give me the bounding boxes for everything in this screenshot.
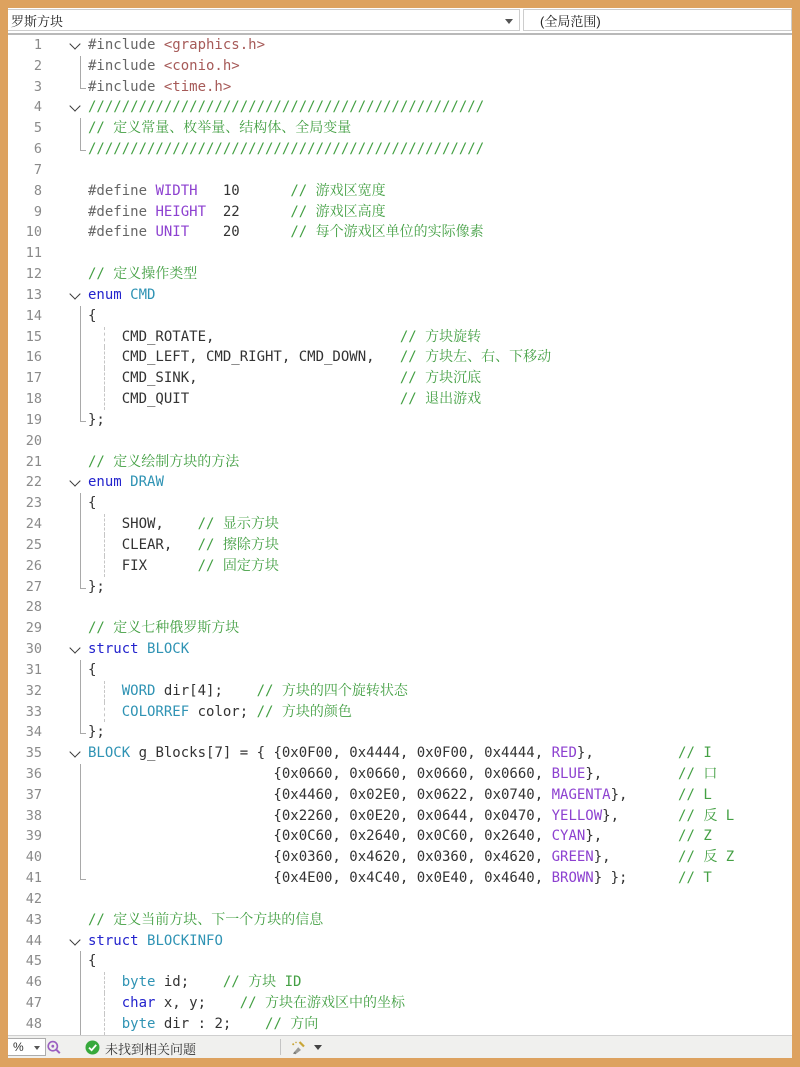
line-number: 6 <box>33 141 42 158</box>
code-text: COLORREF color; // 方块的颜色 <box>121 703 352 720</box>
chevron-down-icon[interactable] <box>34 1046 40 1050</box>
line-number: 43 <box>25 911 42 928</box>
line-number: 40 <box>25 849 42 866</box>
code-line <box>8 347 792 368</box>
line-number: 38 <box>25 807 42 824</box>
code-text: BLOCK g_Blocks[7] = { {0x0F00, 0x4444, 0x0F00, 0x4444, RED}, // I <box>88 745 712 762</box>
line-number: 27 <box>25 578 42 595</box>
outline-guide <box>80 410 81 422</box>
code-text: enum CMD <box>88 286 156 303</box>
outline-guide <box>80 327 81 348</box>
code-line <box>8 243 792 264</box>
line-number: 36 <box>25 765 42 782</box>
line-number: 2 <box>33 57 42 74</box>
scope-dropdown[interactable] <box>523 9 792 31</box>
code-text: // 定义绘制方块的方法 <box>88 453 240 470</box>
code-line <box>8 535 792 556</box>
line-number: 48 <box>25 1015 42 1032</box>
line-number: 30 <box>25 641 42 658</box>
code-text: CLEAR, // 擦除方块 <box>88 536 279 553</box>
code-text: CMD_QUIT // 退出游戏 <box>88 391 482 408</box>
code-text: // 定义常量、枚举量、结构体、全局变量 <box>88 120 352 137</box>
code-line <box>8 139 792 160</box>
zoom-selector[interactable] <box>8 1038 46 1056</box>
broom-icon[interactable] <box>290 1040 307 1058</box>
line-number: 13 <box>25 286 42 303</box>
code-text: {0x4E00, 0x4C40, 0x0E40, 0x4640, BROWN} }; // T <box>88 870 712 887</box>
navigation-bar <box>8 8 792 33</box>
code-text: byte id; // 方块 ID <box>121 974 302 991</box>
code-text: #include <time.h> <box>88 78 232 95</box>
line-number: 18 <box>25 391 42 408</box>
line-number: 39 <box>25 828 42 845</box>
editor-window <box>8 8 792 1058</box>
code-text: char x, y; // 方块在游戏区中的坐标 <box>121 995 406 1012</box>
code-line <box>8 202 792 223</box>
zoom-selector-value: % <box>13 1040 24 1054</box>
outline-guide <box>80 826 81 847</box>
fold-chevron-icon[interactable] <box>69 288 80 299</box>
line-number: 31 <box>25 661 42 678</box>
line-number: 22 <box>25 474 42 491</box>
outline-guide <box>80 722 81 734</box>
code-line <box>8 410 792 431</box>
line-number: 23 <box>25 495 42 512</box>
code-line <box>8 368 792 389</box>
line-number: 20 <box>25 432 42 449</box>
line-number: 1 <box>33 37 42 53</box>
code-text: { <box>88 661 97 678</box>
outline-guide <box>80 77 81 89</box>
line-number: 11 <box>25 245 42 262</box>
line-number: 12 <box>25 266 42 283</box>
code-text: WORD dir[4]; // 方块的四个旋转状态 <box>121 682 408 699</box>
line-number: 5 <box>33 120 42 137</box>
line-number: 28 <box>25 599 42 616</box>
line-number: 35 <box>25 745 42 762</box>
code-line <box>8 222 792 243</box>
code-line <box>8 806 792 827</box>
code-line <box>8 618 792 639</box>
code-text: }; <box>88 578 105 595</box>
code-line <box>8 847 792 868</box>
code-text: #include <graphics.h> <box>88 37 266 53</box>
outline-guide <box>80 556 81 577</box>
line-number: 7 <box>33 161 42 178</box>
outline-guide <box>80 806 81 827</box>
outline-guide <box>80 493 81 514</box>
line-number: 46 <box>25 974 42 991</box>
code-line <box>8 97 792 118</box>
code-text: #define HEIGHT 22 // 游戏区高度 <box>88 203 386 220</box>
chevron-down-icon[interactable] <box>505 19 513 24</box>
line-number: 44 <box>25 932 42 949</box>
code-text: {0x0C60, 0x2640, 0x0C60, 0x2640, CYAN}, // Z <box>88 828 712 845</box>
code-line <box>8 306 792 327</box>
outline-guide <box>80 347 81 368</box>
code-area[interactable] <box>8 35 792 1035</box>
status-bar <box>8 1035 792 1058</box>
fold-chevron-icon[interactable] <box>69 38 80 49</box>
outline-guide <box>80 514 81 535</box>
code-text: { <box>88 495 97 512</box>
code-text: CMD_ROTATE, // 方块旋转 <box>88 328 482 345</box>
code-line <box>8 514 792 535</box>
code-line <box>8 285 792 306</box>
line-number: 19 <box>25 411 42 428</box>
code-line <box>8 431 792 452</box>
line-number: 32 <box>25 682 42 699</box>
fold-chevron-icon[interactable] <box>69 746 80 757</box>
line-number: 42 <box>25 890 42 907</box>
code-line <box>8 556 792 577</box>
line-number: 8 <box>33 182 42 199</box>
outline-guide <box>80 535 81 556</box>
code-text: #include <conio.h> <box>88 57 240 74</box>
line-number: 47 <box>25 995 42 1012</box>
line-number: 37 <box>25 786 42 803</box>
scope-dropdown-label: (全局范围) <box>540 13 601 29</box>
code-line <box>8 764 792 785</box>
code-line <box>8 702 792 723</box>
code-text: FIX // 固定方块 <box>88 557 279 574</box>
line-number: 17 <box>25 370 42 387</box>
code-text: {0x0660, 0x0660, 0x0660, 0x0660, BLUE}, // 口 <box>88 765 718 782</box>
outline-guide <box>80 951 81 972</box>
code-line <box>8 931 792 952</box>
project-dropdown[interactable] <box>8 9 520 31</box>
outline-guide <box>80 1014 81 1035</box>
code-line <box>8 972 792 993</box>
outline-guide <box>80 56 81 77</box>
code-text: CMD_SINK, // 方块沉底 <box>88 370 482 387</box>
outline-guide <box>80 660 81 681</box>
code-line <box>8 868 792 889</box>
code-line <box>8 681 792 702</box>
code-text: { <box>88 307 97 324</box>
outline-guide <box>80 972 81 993</box>
outline-guide <box>80 868 81 880</box>
code-line <box>8 889 792 910</box>
code-text: struct BLOCK <box>88 641 190 658</box>
line-number: 29 <box>25 620 42 637</box>
code-line <box>8 785 792 806</box>
line-number: 24 <box>25 516 42 533</box>
code-text: #define WIDTH 10 // 游戏区宽度 <box>88 182 386 199</box>
line-number: 33 <box>25 703 42 720</box>
code-line <box>8 577 792 598</box>
code-text: SHOW, // 显示方块 <box>88 516 279 533</box>
code-line <box>8 264 792 285</box>
check-circle-icon[interactable] <box>85 1040 100 1058</box>
code-line <box>8 722 792 743</box>
code-line <box>8 597 792 618</box>
code-text: byte dir : 2; // 方向 <box>121 1015 319 1032</box>
fold-chevron-icon[interactable] <box>69 642 80 653</box>
code-line <box>8 993 792 1014</box>
code-line <box>8 826 792 847</box>
line-number: 4 <box>33 99 42 116</box>
code-line <box>8 493 792 514</box>
code-line <box>8 56 792 77</box>
outline-guide <box>80 389 81 410</box>
code-line <box>8 639 792 660</box>
line-number: 3 <box>33 78 42 95</box>
statusbar-divider <box>280 1039 281 1055</box>
code-line <box>8 1014 792 1035</box>
code-line <box>8 743 792 764</box>
outline-guide <box>80 847 81 868</box>
code-line <box>8 327 792 348</box>
code-text: { <box>88 953 97 970</box>
code-line <box>8 910 792 931</box>
code-text: // 定义当前方块、下一个方块的信息 <box>88 911 324 928</box>
code-line <box>8 35 792 56</box>
code-text: #define UNIT 20 // 每个游戏区单位的实际像素 <box>88 224 484 241</box>
code-text: enum DRAW <box>88 474 164 491</box>
fold-chevron-icon[interactable] <box>69 934 80 945</box>
line-number: 9 <box>33 203 42 220</box>
code-line <box>8 77 792 98</box>
line-number: 16 <box>25 349 42 366</box>
line-number: 45 <box>25 953 42 970</box>
code-text: {0x4460, 0x02E0, 0x0622, 0x0740, MAGENTA}, // L <box>88 786 712 803</box>
fold-chevron-icon[interactable] <box>69 101 80 112</box>
outline-guide <box>80 993 81 1014</box>
health-status-text[interactable]: 未找到相关问题 <box>105 1042 197 1057</box>
project-dropdown-label: 罗斯方块 <box>11 13 64 29</box>
code-line <box>8 160 792 181</box>
outline-guide <box>80 306 81 327</box>
line-number: 21 <box>25 453 42 470</box>
code-text: // 定义七种俄罗斯方块 <box>88 620 240 637</box>
outline-guide <box>80 577 81 589</box>
code-text: /////////////////////////////////////////////// <box>88 99 485 116</box>
code-text: CMD_LEFT, CMD_RIGHT, CMD_DOWN, // 方块左、右、下移动 <box>88 349 552 366</box>
code-text: {0x2260, 0x0E20, 0x0644, 0x0470, YELLOW}, // 反 L <box>88 807 735 824</box>
outline-guide <box>80 785 81 806</box>
line-number: 15 <box>25 328 42 345</box>
chevron-down-icon[interactable] <box>314 1045 322 1050</box>
code-text: {0x0360, 0x4620, 0x0360, 0x4620, GREEN}, // 反 Z <box>88 849 735 866</box>
code-text: /////////////////////////////////////////////// <box>88 141 485 158</box>
health-magnifier-icon[interactable] <box>46 1040 62 1058</box>
line-number: 41 <box>25 870 42 887</box>
code-line <box>8 452 792 473</box>
code-line <box>8 951 792 972</box>
code-text: }; <box>88 724 105 741</box>
code-line <box>8 389 792 410</box>
outline-guide <box>80 118 81 139</box>
code-text: struct BLOCKINFO <box>88 932 223 949</box>
code-line <box>8 660 792 681</box>
line-number: 25 <box>25 536 42 553</box>
code-line <box>8 118 792 139</box>
line-number: 10 <box>25 224 42 241</box>
line-number: 14 <box>25 307 42 324</box>
fold-chevron-icon[interactable] <box>69 476 80 487</box>
outline-guide <box>80 139 81 151</box>
outline-guide <box>80 764 81 785</box>
outline-guide <box>80 702 81 723</box>
line-number: 26 <box>25 557 42 574</box>
line-number: 34 <box>25 724 42 741</box>
code-line <box>8 472 792 493</box>
outline-guide <box>80 368 81 389</box>
code-line <box>8 181 792 202</box>
code-text: // 定义操作类型 <box>88 266 198 283</box>
outline-guide <box>80 681 81 702</box>
code-text: }; <box>88 411 105 428</box>
